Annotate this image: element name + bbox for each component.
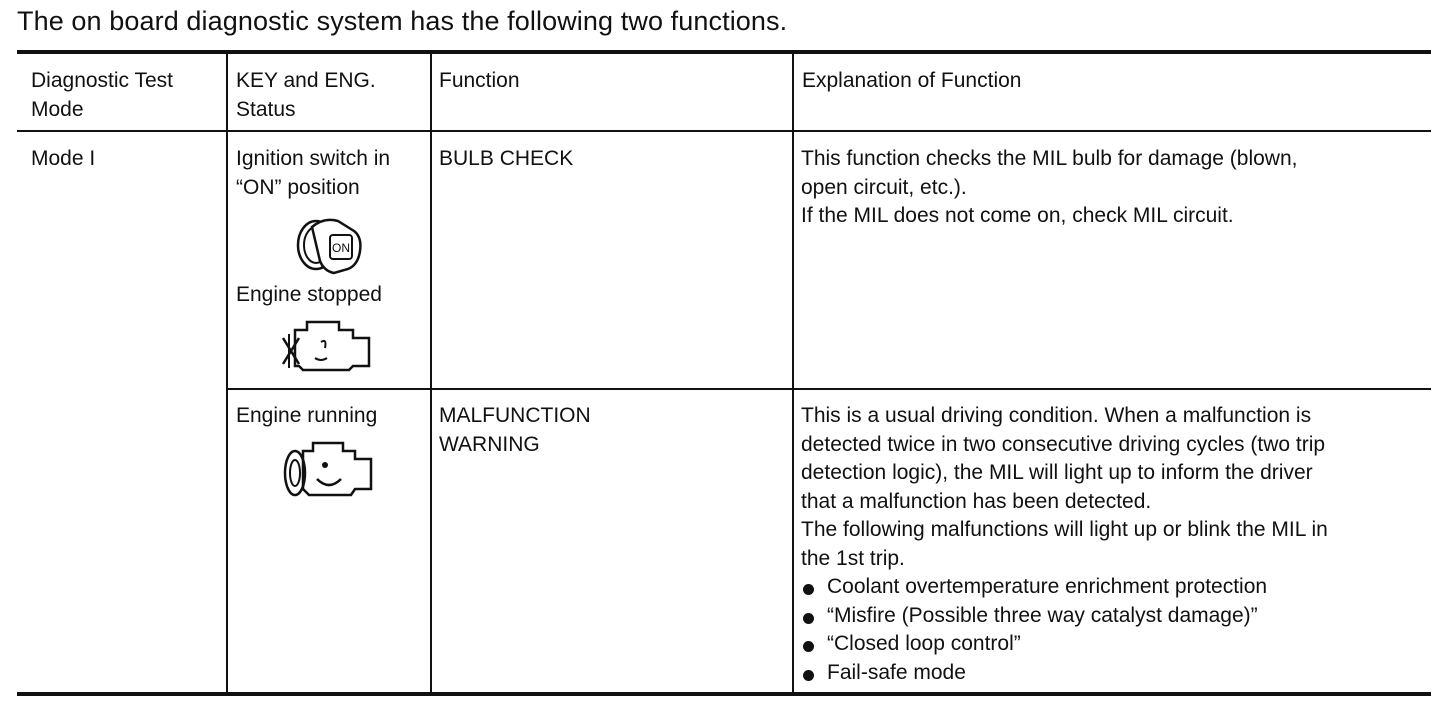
column-divider	[430, 54, 432, 692]
row2-explanation: This is a usual driving condition. When a malfunction is detected twice in two consecutive driving cycles (two trip detection logic), the MIL will light up to inform the driver that a malfunction has been detected. The following malfunctions will light up or blink the MIL in the 1st trip. Coolant overtemperature enrichment protection “Misfire (Possible three way catalyst damage)” “Closed loop control” Fail-safe mode	[801, 402, 1328, 687]
engine-stopped-icon	[281, 316, 373, 374]
svg-text:ON: ON	[332, 241, 350, 255]
bullet-icon	[803, 641, 814, 652]
row1-explanation: This function checks the MIL bulb for damage (blown, open circuit, etc.). If the MIL does not come on, check MIL circuit.	[801, 147, 1298, 227]
bullet-icon	[803, 670, 814, 681]
header-explanation: Explanation of Function	[802, 69, 1022, 92]
row2-function: MALFUNCTION WARNING	[439, 404, 591, 456]
diagnostic-table	[17, 50, 1431, 696]
column-divider	[792, 54, 794, 692]
header-function: Function	[439, 69, 520, 92]
row1-status: Ignition switch in “ON” position	[236, 147, 391, 199]
bullet-icon	[803, 613, 814, 624]
column-divider	[226, 54, 228, 692]
ignition-key-icon	[290, 211, 366, 279]
list-item: Fail-safe mode	[801, 659, 1328, 688]
intro-text: The on board diagnostic system has the following two functions.	[17, 6, 788, 36]
engine-running-icon	[281, 437, 373, 503]
list-item: Coolant overtemperature enrichment protection	[801, 573, 1328, 602]
row-divider	[226, 388, 1431, 390]
bullet-icon	[803, 584, 814, 595]
row2-status: Engine running	[236, 404, 378, 427]
malfunction-list	[801, 573, 1328, 687]
row1-engine-status: Engine stopped	[236, 283, 382, 306]
header-divider	[17, 130, 1431, 132]
header-mode: Diagnostic Test Mode	[31, 69, 174, 121]
list-item: “Misfire (Possible three way catalyst damage)”	[801, 602, 1328, 631]
header-status: KEY and ENG. Status	[236, 69, 376, 121]
row1-function: BULB CHECK	[439, 147, 574, 170]
mode-label: Mode I	[31, 147, 96, 170]
list-item: “Closed loop control”	[801, 630, 1328, 659]
